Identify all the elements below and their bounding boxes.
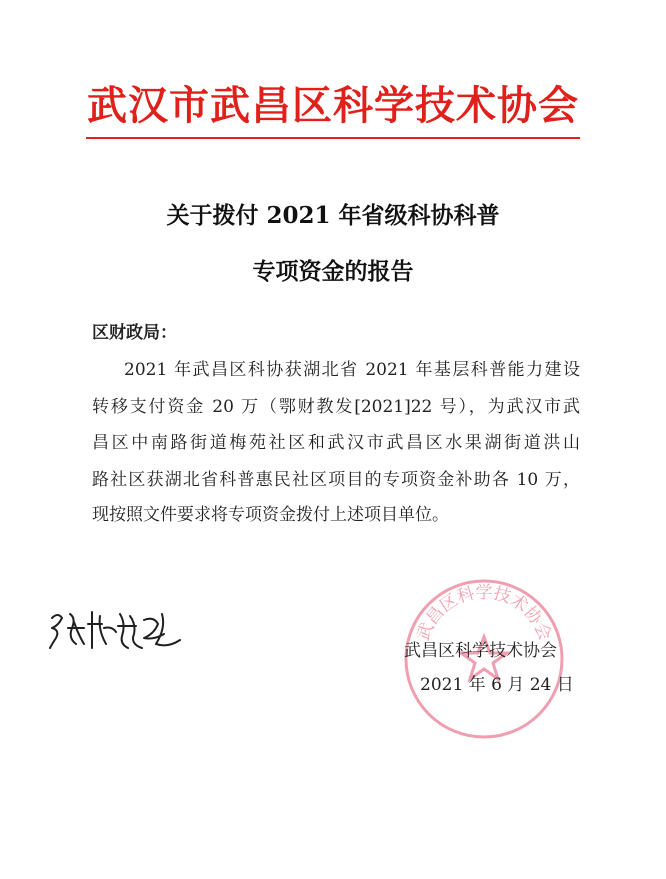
document-title-line-2: 专项资金的报告	[252, 258, 414, 285]
body-line-4: 路社区获湖北省科普惠民社区项目的专项资金补助各 10 万，	[92, 470, 580, 490]
letterhead-rule	[86, 137, 580, 139]
closing-date: 2021 年 6 月 24 日	[420, 675, 574, 695]
closing-organization: 武昌区科学技术协会	[404, 641, 557, 661]
body-line-5: 现按照文件要求将专项资金拨付上述项目单位。	[92, 505, 449, 525]
body-line-2: 转移支付资金 20 万（鄂财教发[2021]22 号），为武汉市武	[92, 397, 580, 417]
svg-text:武昌区科学技术协会: 武昌区科学技术协会	[413, 582, 555, 644]
letterhead-organization: 武汉市武昌区科学技术协会	[87, 82, 579, 129]
body-line-1: 2021 年武昌区科协获湖北省 2021 年基层科普能力建设	[124, 360, 580, 380]
salutation: 区财政局：	[92, 323, 177, 343]
body-line-3: 昌区中南路街道梅苑社区和武汉市武昌区水果湖街道洪山	[92, 433, 580, 453]
document-title-line-1: 关于拨付 2021 年省级科协科普	[166, 202, 500, 229]
handwritten-signature	[44, 600, 194, 660]
